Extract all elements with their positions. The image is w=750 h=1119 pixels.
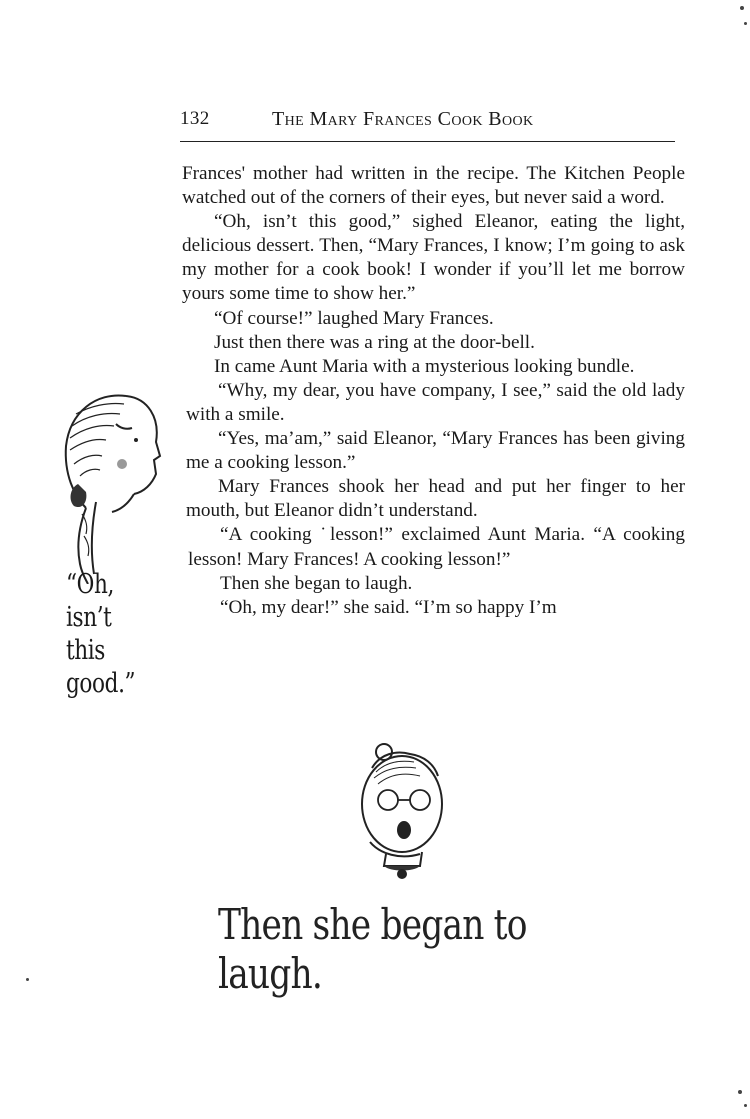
paragraph: Just then there was a ring at the door-bell. — [214, 331, 535, 353]
paragraph: Mary Frances shook her head and put her finger to her mouth, but Eleanor didn’t understand. — [186, 476, 685, 522]
scan-speck — [738, 1090, 742, 1094]
aunt-maria-illustration — [350, 742, 460, 882]
paragraph: “Yes, ma’am,” said Eleanor, “Mary Frances has been giving me a cooking lesson.” — [186, 428, 685, 474]
scan-speck — [740, 6, 744, 10]
paragraph: In came Aunt Maria with a mysterious looking bundle. — [214, 355, 635, 377]
paragraph: Then she began to laugh. — [220, 572, 413, 594]
scan-speck — [744, 22, 747, 25]
header-rule — [180, 141, 675, 142]
paragraph: “A cooking ˙lesson!” exclaimed Aunt Maria. “A cooking lesson! Mary Frances! A cooking lesson!” — [188, 524, 685, 570]
paragraph: “Oh, my dear!” she said. “I’m so happy I’m — [220, 596, 557, 618]
page-number: 132 — [180, 108, 210, 129]
girl-profile-illustration — [56, 384, 168, 584]
scan-speck — [26, 978, 29, 981]
paragraph: “Why, my dear, you have company, I see,” said the old lady with a smile. — [186, 379, 685, 425]
paragraph: Frances' mother had written in the recipe. The Kitchen People watched out of the corners of their eyes, but never said a word. — [182, 163, 685, 209]
left-caption-line: good.” — [66, 668, 136, 699]
scan-speck — [744, 1104, 747, 1107]
body-text — [182, 162, 685, 620]
paragraph: “Oh, isn’t this good,” sighed Eleanor, eating the light, delicious dessert. Then, “Mary Frances, I know; I’m going to ask my mother for a cook book! I wonder if you’ll let me borrow yours some time to show her.” — [182, 211, 685, 305]
left-caption — [66, 568, 162, 700]
left-caption-line: this — [66, 635, 105, 666]
paragraph: “Of course!” laughed Mary Frances. — [214, 307, 494, 329]
running-title: The Mary Frances Cook Book — [272, 108, 534, 130]
running-header — [180, 108, 675, 134]
bottom-caption: Then she began to laugh. — [218, 900, 527, 998]
left-caption-line: “Oh, isn’t — [66, 569, 114, 633]
